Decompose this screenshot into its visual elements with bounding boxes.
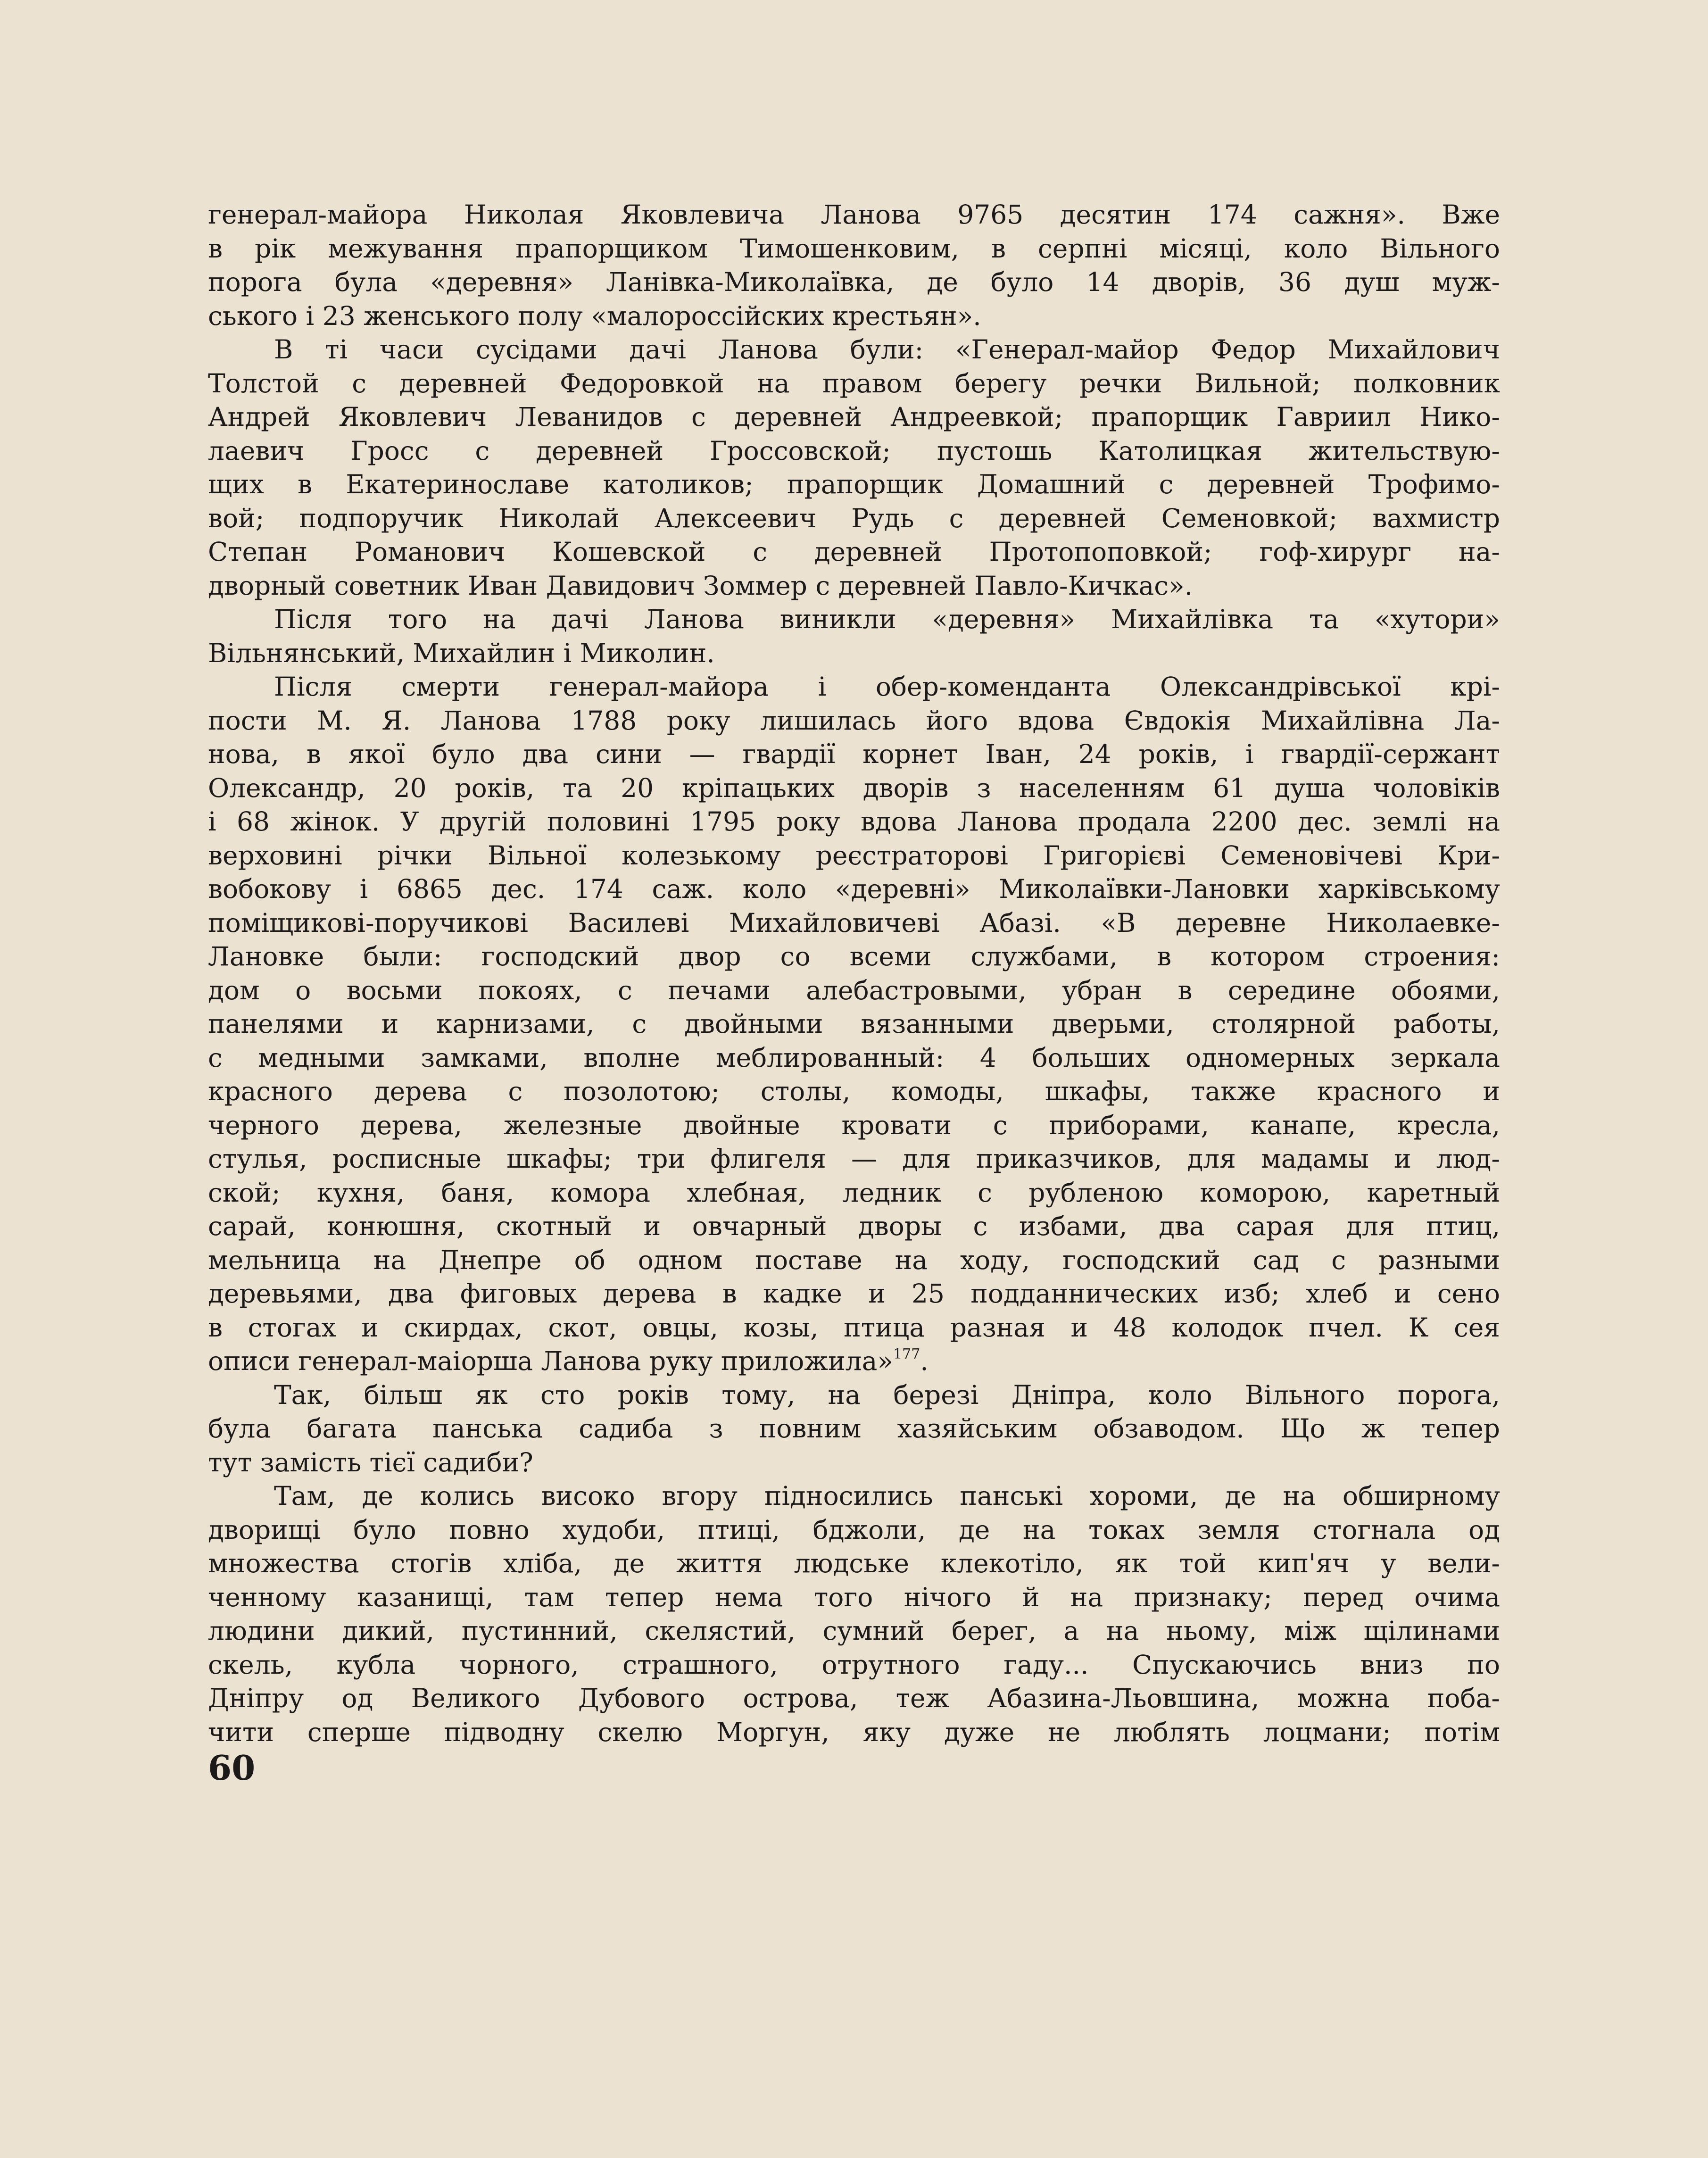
text-line: мельница на Днепре об одном поставе на ходу, господский сад с разными [208,1245,1500,1275]
paragraph [208,333,1500,603]
text-line: красного дерева с позолотою; столы, комоды, шкафы, также красного и [208,1076,1500,1106]
text-line: дом о восьми покоях, с печами алебастровыми, убран в середине обоями, [208,975,1500,1005]
text-line: ченному казанищі, там тепер нема того нічого й на признаку; перед очима [208,1582,1500,1612]
paragraph [208,1479,1500,1749]
text-line: деревьями, два фиговых дерева в кадке и 25 подданнических изб; хлеб и сено [208,1278,1500,1309]
text-line: чити сперше підводну скелю Моргун, яку дуже не люблять лоцмани; потім [208,1717,1500,1747]
text-line: людини дикий, пустинний, скелястий, сумний берег, а на ньому, між щілинами [208,1616,1500,1646]
text-line: Степан Романович Кошевской с деревней Протопоповкой; гоф-хирург на- [208,537,1500,567]
text-line: Лановке были: господский двор со всеми службами, в котором строения: [208,941,1500,971]
text-line: В ті часи сусідами дачі Ланова були: «Генерал-майор Федор Михайлович [274,334,1500,365]
text-line: в стогах и скирдах, скот, овцы, козы, птица разная и 48 колодок пчел. К сея [208,1312,1500,1343]
text-line: Толстой с деревней Федоровкой на правом берегу речки Вильной; полковник [208,368,1500,398]
text-line: порога була «деревня» Ланівка-Миколаївка, де було 14 дворів, 36 душ муж- [208,267,1500,297]
text-line: Після того на дачі Ланова виникли «деревня» Михайлівка та «хутори» [274,604,1500,634]
text-line: щих в Екатеринославе католиков; прапорщик Домашний с деревней Трофимо- [208,469,1500,499]
text-line: стулья, росписные шкафы; три флигеля — для приказчиков, для мадамы и люд- [208,1144,1500,1174]
paragraph [208,1378,1500,1480]
body-text [208,198,1500,1749]
paragraph [208,603,1500,670]
text-line: лаевич Гросс с деревней Гроссовской; пустошь Католицкая жительствую- [208,435,1500,466]
text-line: була багата панська садиба з повним хазяйським обзаводом. Що ж тепер [208,1413,1500,1444]
text-line: вой; подпоручик Николай Алексеевич Рудь с деревней Семеновкой; вахмистр [208,503,1500,533]
text-line-content: описи генерал-маіорша Ланова руку приложила» [208,1346,894,1376]
page-number: 60 [208,1748,256,1788]
text-line: Так, більш як сто років тому, на березі Дніпра, коло Вільного порога, [274,1379,1500,1410]
paragraph [208,670,1500,1378]
paragraph [208,198,1500,333]
text-line: множества стогів хліба, де життя людське клекотіло, як той кип'яч у вели- [208,1548,1500,1578]
text-line: Вільнянський, Михайлин і Миколин. [208,638,715,668]
text-line: с медными замками, вполне меблированный: 4 больших одномерных зеркала [208,1042,1500,1073]
text-line: і 68 жінок. У другій половині 1795 року вдова Ланова продала 2200 дес. землі на [208,806,1500,837]
text-line: нова, в якої було два сини — гвардії корнет Іван, 24 років, і гвардії-сержант [208,739,1500,769]
text-line: описи генерал-маіорша Ланова руку приложила»$^{177}$. [208,1346,929,1376]
text-line: черного дерева, железные двойные кровати с приборами, канапе, кресла, [208,1110,1500,1140]
text-line: панелями и карнизами, с двойными вязанными дверьми, столярной работы, [208,1009,1500,1039]
text-line: Після смерти генерал-майора і обер-коменданта Олександрівської крі- [274,672,1500,702]
text-line: Там, де колись високо вгору підносились панські хороми, де на обширному [274,1481,1500,1511]
text-line: тут замість тієї садиби? [208,1447,533,1477]
text-line: поміщикові-поручикові Василеві Михайловичеві Абазі. «В деревне Николаевке- [208,907,1500,938]
text-line: Андрей Яковлевич Леванидов с деревней Андреевкой; прапорщик Гавриил Нико- [208,402,1500,432]
text-line: пости М. Я. Ланова 1788 року лишилась його вдова Євдокія Михайлівна Ла- [208,705,1500,736]
text-line: скель, кубла чорного, страшного, отрутного гаду... Спускаючись вниз по [208,1649,1500,1680]
text-line: ской; кухня, баня, комора хлебная, ледник с рубленою коморою, каретный [208,1177,1500,1208]
text-line: генерал-майора Николая Яковлевича Ланова 9765 десятин 174 сажня». Вже [208,199,1500,230]
text-line: дворный советник Иван Давидович Зоммер с деревней Павло-Кичкас». [208,570,1193,601]
text-line: вобокову і 6865 дес. 174 саж. коло «деревні» Миколаївки-Лановки харківському [208,874,1500,904]
text-line: Дніпру од Великого Дубового острова, теж Абазина-Льовшина, можна поба- [208,1683,1500,1713]
text-line: ського і 23 женського полу «малороссійских крестьян». [208,300,981,331]
footnote-marker[interactable]: 177 [893,1346,920,1362]
text-line: Олександр, 20 років, та 20 кріпацьких дворів з населенням 61 душа чоловіків [208,772,1500,803]
text-line: в рік межування прапорщиком Тимошенковим, в серпні місяці, коло Вільного [208,233,1500,264]
text-line: сарай, конюшня, скотный и овчарный дворы с избами, два сарая для птиц, [208,1211,1500,1241]
text-line: дворищі було повно худоби, птиці, бджоли, де на токах земля стогнала од [208,1514,1500,1545]
text-line: верховині річки Вільної колезькому реєстраторові Григорієві Семеновічеві Кри- [208,840,1500,871]
